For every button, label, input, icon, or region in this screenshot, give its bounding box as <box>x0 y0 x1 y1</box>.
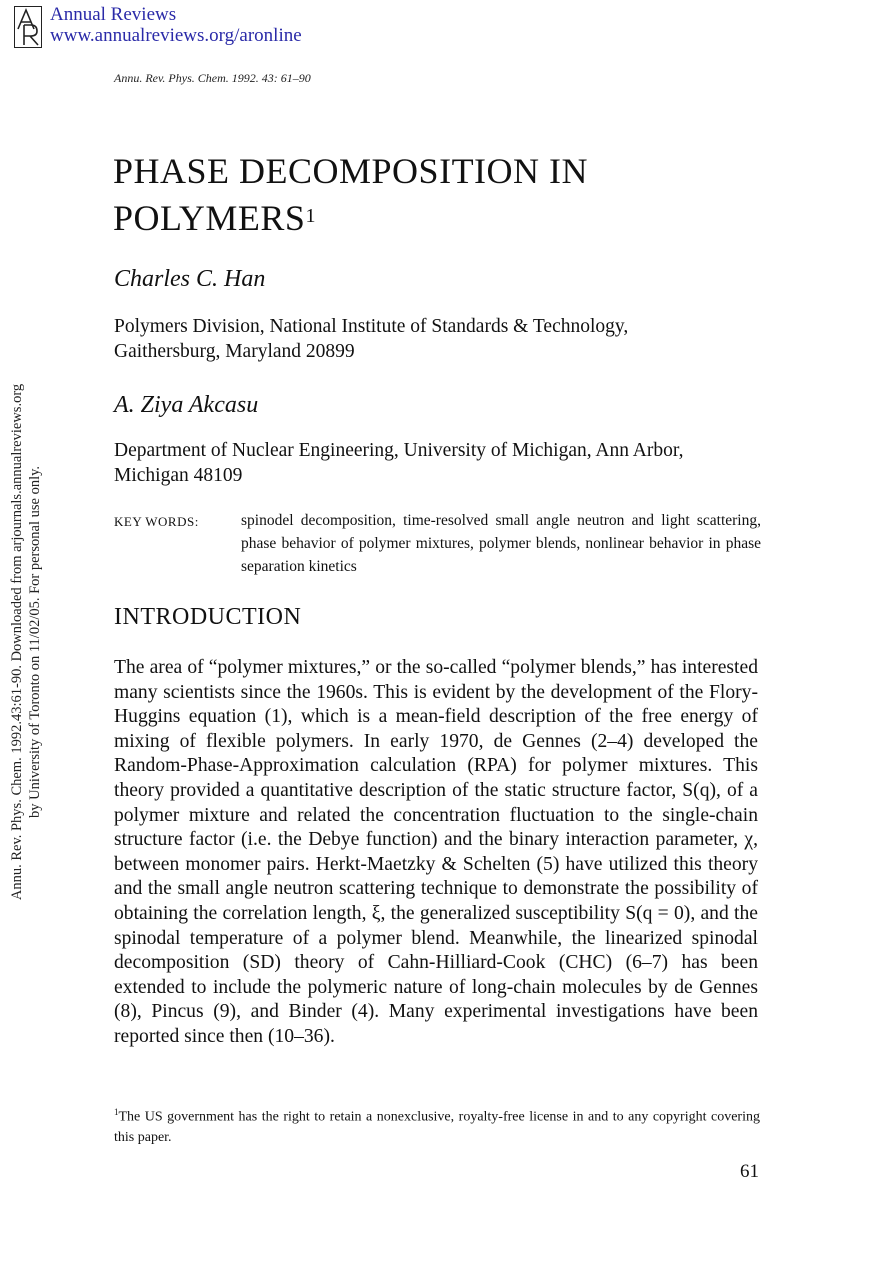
section-heading: INTRODUCTION <box>114 604 302 630</box>
author-name: A. Ziya Akcasu <box>114 392 259 418</box>
author-affiliation <box>114 438 764 488</box>
footnote-text: The US government has the right to retain a nonexclusive, royalty-free license in and to any copyright covering this paper. <box>114 1109 760 1145</box>
affiliation-line: Department of Nuclear Engineering, University of Michigan, Ann Arbor, <box>114 440 684 461</box>
affiliation-line: Gaithersburg, Maryland 20899 <box>114 341 355 362</box>
keywords-label: KEY WORDS: <box>114 514 199 529</box>
publisher-name-link[interactable]: Annual Reviews <box>50 4 177 25</box>
download-notice-line2: by University of Toronto on 11/02/05. For personal use only. <box>27 465 43 819</box>
journal-citation: Annu. Rev. Phys. Chem. 1992. 43: 61–90 <box>114 71 311 85</box>
affiliation-line: Polymers Division, National Institute of Standards & Technology, <box>114 316 629 337</box>
annual-reviews-logo-icon <box>14 6 42 48</box>
publisher-header <box>50 4 302 46</box>
article-title <box>113 148 763 242</box>
download-notice-line1: Annu. Rev. Phys. Chem. 1992.43:61-90. Downloaded from arjournals.annualreviews.org <box>9 383 25 901</box>
download-notice <box>8 172 52 1112</box>
affiliation-line: Michigan 48109 <box>114 465 243 486</box>
intro-paragraph: The area of “polymer mixtures,” or the so-called “polymer blends,” has interested many scientists since the 1960s. This is evident by the development of the Flory-Huggins equation (1), which is a mean-field description of the free energy of mixing of flexible polymers. In early 1970, de Gennes (2–4) developed the Random-Phase-Approximation calculation (RPA) for polymer mixtures. This theory provided a quantitative description of the static structure factor, S(q), of a polymer mixture and related the concentration fluctuation to the single-chain structure factor (i.e. the Debye function) and the binary interaction parameter, χ, between monomer pairs. Herkt-Maetzky & Schelten (5) have utilized this theory and the small angle neutron scattering technique to demonstrate the possibility of obtaining the correlation length, ξ, the generalized susceptibility S(q = 0), and the spinodal temperature of a polymer blend. Meanwhile, the linearized spinodal decomposition (SD) theory of Cahn-Hilliard-Cook (CHC) (6–7) has been extended to include the polymeric nature of long-chain molecules by de Gennes (8), Pincus (9), and Binder (4). Many experimental investigations have been reported since then (10–36). <box>114 657 758 1047</box>
footnote <box>114 1102 760 1148</box>
title-footnote-marker: 1 <box>305 205 316 227</box>
publisher-url-link[interactable]: www.annualreviews.org/aronline <box>50 25 302 46</box>
author-affiliation <box>114 314 764 364</box>
title-line1: PHASE DECOMPOSITION IN <box>113 151 589 191</box>
page-number: 61 <box>740 1161 759 1182</box>
keywords-text: spinodel decomposition, time-resolved small angle neutron and light scattering, phase behavior of polymer mixtures, polymer blends, nonlinear behavior in phase separation kinetics <box>241 512 761 575</box>
title-line2: POLYMERS <box>113 198 306 238</box>
author-name: Charles C. Han <box>114 266 266 292</box>
footnote-marker: 1 <box>114 1107 119 1117</box>
body-paragraph <box>114 656 758 1050</box>
